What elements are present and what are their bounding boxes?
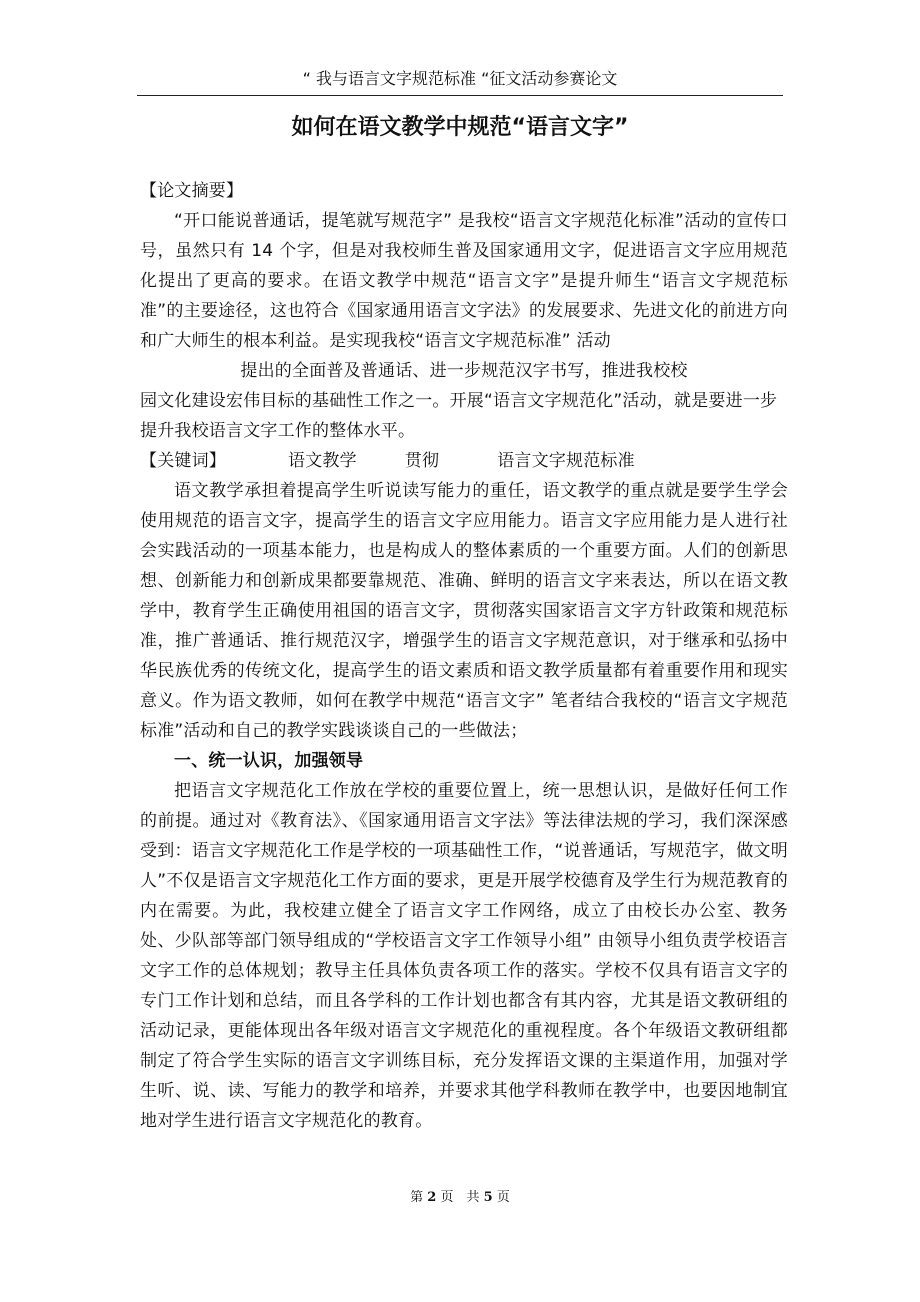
abstract-paragraph: “开口能说普通话，提笔就写规范字” 是我校“语言文字规范化标准”活动的宣传口号，虽然只有 14 个字，但是对我校师生普及国家通用文字，促进语言文字应用规范化提出了更高的要求。在语文教学中规范“语言文字”是提升师生“语言文字规范标准”的主要途径，这也符合《国家通用语言文字法》的发展要求、先进文化的前进方向和广大师生的根本利益。是实现我校“语言文字规范标准” 活动 bbox=[140, 211, 788, 351]
keyword-item: 语言文字规范标准 bbox=[497, 451, 635, 471]
page-label-mid: 页 共 bbox=[440, 1190, 480, 1205]
keywords-line bbox=[140, 446, 788, 476]
keywords-label: 【关键词】 bbox=[140, 451, 226, 471]
total-page-number: 5 bbox=[483, 1190, 493, 1205]
abstract-centered-line: 提出的全面普及普通话、进一步规范汉字书写，推进我校校 bbox=[240, 361, 688, 381]
section-paragraph: 把语言文字规范化工作放在学校的重要位置上，统一思想认识，是做好任何工作的前提。通过对《教育法》、《国家通用语言文字法》等法律法规的学习，我们深深感受到：语言文字规范化工作是学校的一项基础性工作，“说普通话，写规范字，做文明人”不仅是语言文字规范化工作方面的要求，更是开展学校德育及学生行为规范教育的内在需要。为此，我校建立健全了语言文字工作网络，成立了由校长办公室、教务处、少队部等部门领导组成的“学校语言文字工作领导小组” 由领导小组负责学校语言文字工作的总体规划；教导主任具体负责各项工作的落实。学校不仅具有语言文字的专门工作计划和总结，而且各学科的工作计划也都含有其内容，尤其是语文教研组的活动记录，更能体现出各年级对语言文字规范化的重视程度。各个年级语文教研组都制定了符合学生实际的语言文字训练目标，充分发挥语文课的主渠道作用，加强对学生听、说、读、写能力的教学和培养，并要求其他学科教师在教学中，也要因地制宜地对学生进行语言文字规范化的教育。 bbox=[140, 781, 788, 1131]
page-footer bbox=[0, 1188, 920, 1208]
document-body bbox=[140, 176, 788, 1136]
abstract-paragraph-tail: 园文化建设宏伟目标的基础性工作之一。开展“语言文字规范化”活动，就是要进一步提升我校语言文字工作的整体水平。 bbox=[140, 391, 778, 441]
running-header: “ 我与语言文字规范标准 “征文活动参赛论文 bbox=[302, 69, 618, 88]
abstract-label: 【论文摘要】 bbox=[140, 181, 244, 201]
page-label-suffix: 页 bbox=[496, 1190, 510, 1205]
header-divider bbox=[137, 95, 783, 96]
page-label-prefix: 第 bbox=[410, 1190, 424, 1205]
keyword-item: 语文教学 bbox=[288, 451, 357, 471]
keyword-item: 贯彻 bbox=[404, 451, 440, 471]
current-page-number: 2 bbox=[427, 1190, 437, 1205]
paper-title: 如何在语文教学中规范“语言文字” bbox=[291, 115, 629, 140]
intro-paragraph: 语文教学承担着提高学生听说读写能力的重任，语文教学的重点就是要学生学会使用规范的语言文字，提高学生的语言文字应用能力。语言文字应用能力是人进行社会实践活动的一项基本能力，也是构成人的整体素质的一个重要方面。人们的创新思想、创新能力和创新成果都要靠规范、准确、鲜明的语言文字来表达，所以在语文教学中，教育学生正确使用祖国的语言文字，贯彻落实国家语言文字方针政策和规范标准，推广普通话、推行规范汉字，增强学生的语言文字规范意识，对于继承和弘扬中华民族优秀的传统文化，提高学生的语文素质和语文教学质量都有着重要作用和现实意义。作为语文教师，如何在教学中规范“语言文字” 笔者结合我校的“语言文字规范标准”活动和自己的教学实践谈谈自己的一些做法； bbox=[140, 481, 788, 741]
section-heading: 一、统一认识，加强领导 bbox=[174, 751, 364, 771]
